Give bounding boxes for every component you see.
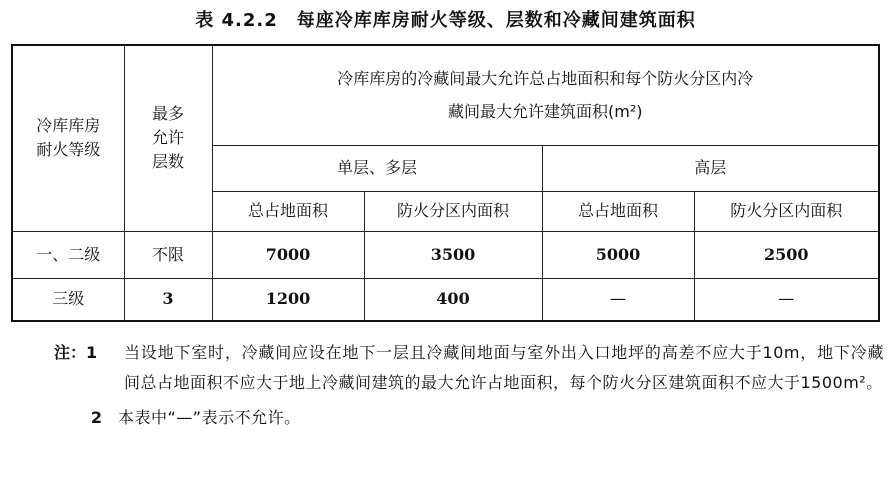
cell-hr-total: —	[542, 278, 694, 321]
header-total-area-high: 总占地面积	[542, 191, 694, 231]
table-title: 表 4.2.2 每座冷库库房耐火等级、层数和冷藏间建筑面积	[195, 10, 696, 31]
note-item	[54, 403, 884, 433]
header-area-group: 冷库库房的冷藏间最大允许总占地面积和每个防火分区内冷藏间最大允许建筑面积(m²)	[212, 45, 879, 145]
cell-floors: 不限	[124, 231, 212, 278]
header-single-multi: 单层、多层	[212, 145, 542, 191]
cell-hr-zone: —	[694, 278, 879, 321]
header-fire-rating: 冷库库房耐火等级	[12, 45, 124, 231]
cell-sm-total: 7000	[212, 231, 364, 278]
header-high-rise: 高层	[542, 145, 879, 191]
note-item	[54, 338, 884, 399]
table-row	[12, 231, 879, 278]
cell-floors: 3	[124, 278, 212, 321]
cell-sm-zone: 400	[364, 278, 542, 321]
cell-grade: 一、二级	[12, 231, 124, 278]
note-text: 本表中“—”表示不允许。	[118, 407, 301, 427]
cell-sm-total: 1200	[212, 278, 364, 321]
fire-rating-table	[11, 44, 880, 322]
table-notes	[54, 338, 884, 433]
table-row	[12, 278, 879, 321]
cell-sm-zone: 3500	[364, 231, 542, 278]
header-zone-area-single: 防火分区内面积	[364, 191, 542, 231]
header-max-floors: 最多允许层数	[124, 45, 212, 231]
cell-grade: 三级	[12, 278, 124, 321]
cell-hr-zone: 2500	[694, 231, 879, 278]
header-zone-area-high: 防火分区内面积	[694, 191, 879, 231]
note-label: 2	[90, 407, 102, 427]
note-label: 注：1	[54, 343, 98, 362]
header-total-area-single: 总占地面积	[212, 191, 364, 231]
note-text: 当设地下室时，冷藏间应设在地下一层且冷藏间地面与室外出入口地坪的高差不应大于10m，地下冷藏间总占地面积不应大于地上冷藏间建筑的最大允许占地面积，每个防火分区建筑面积不应大于1500m²。	[124, 343, 884, 393]
cell-hr-total: 5000	[542, 231, 694, 278]
